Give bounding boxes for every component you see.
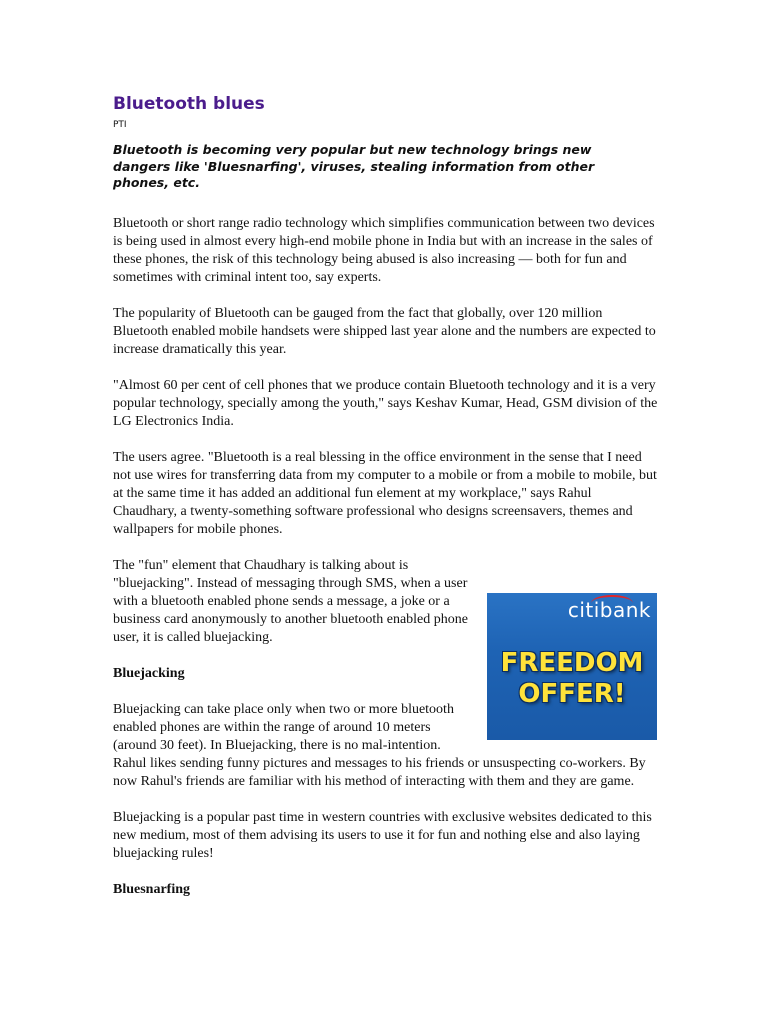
ad-brand-logo: citibank bbox=[567, 597, 651, 622]
ad-headline-line1: FREEDOM bbox=[500, 647, 644, 678]
article-paragraph: The users agree. "Bluetooth is a real blessing in the office environment in the sense that I need not use wires for transferring data from my computer to a mobile or from a mobile to mobile, but at the same time it has added an additional fun element at my workplace," says Rahul Chaudhary, a twenty-something software professional who designs screensavers, themes and wallpapers for mobile phones. bbox=[113, 449, 657, 537]
article-title: Bluetooth blues bbox=[113, 94, 265, 114]
subhead-bluesnarfing: Bluesnarfing bbox=[113, 881, 191, 897]
article-paragraph: "Almost 60 per cent of cell phones that we produce contain Bluetooth technology and it is a very popular technology, specially among the youth," says Keshav Kumar, Head, GSM division of the LG Electronics India. bbox=[113, 377, 658, 429]
subhead-bluejacking: Bluejacking bbox=[113, 665, 185, 681]
citibank-ad-banner[interactable] bbox=[487, 593, 657, 740]
article-paragraph: The popularity of Bluetooth can be gauged from the fact that globally, over 120 million Bluetooth enabled mobile handsets were shipped last year alone and the numbers are expected to increase dramatically this year. bbox=[113, 305, 656, 357]
article-paragraph: Bluejacking can take place only when two or more bluetooth enabled phones are within the range of around 10 meters (around 30 feet). In Bluejacking, there is no mal-intention. Rahul likes sending funny pictures and messages to his friends or unsuspecting co-workers. By now Rahul's friends are familiar with his method of interacting with them and they are game. bbox=[113, 701, 646, 789]
ad-headline-line2: OFFER! bbox=[518, 678, 626, 709]
article-paragraph: Bluejacking is a popular past time in western countries with exclusive websites dedicated to this new medium, most of them advising its users to use it for fun and nothing else and also laying bluejacking rules! bbox=[113, 809, 652, 861]
article-lede: Bluetooth is becoming very popular but new technology brings new dangers like 'Bluesnarfing', viruses, stealing information from other phones, etc. bbox=[113, 142, 595, 190]
article-body bbox=[113, 215, 658, 899]
article-paragraph: The "fun" element that Chaudhary is talking about is "bluejacking". Instead of messaging through SMS, when a user with a bluetooth enabled phone sends a message, a joke or a business card anonymously to another bluetooth enabled phone user, it is called bluejacking. bbox=[113, 557, 468, 645]
article-paragraph: Bluetooth or short range radio technology which simplifies communication between two devices is being used in almost every high-end mobile phone in India but with an increase in the sales of these phones, the risk of this technology being abused is also increasing — both for fun and sometimes with criminal intent too, say experts. bbox=[113, 215, 655, 285]
article-byline: PTI bbox=[113, 120, 127, 130]
article bbox=[113, 92, 658, 917]
